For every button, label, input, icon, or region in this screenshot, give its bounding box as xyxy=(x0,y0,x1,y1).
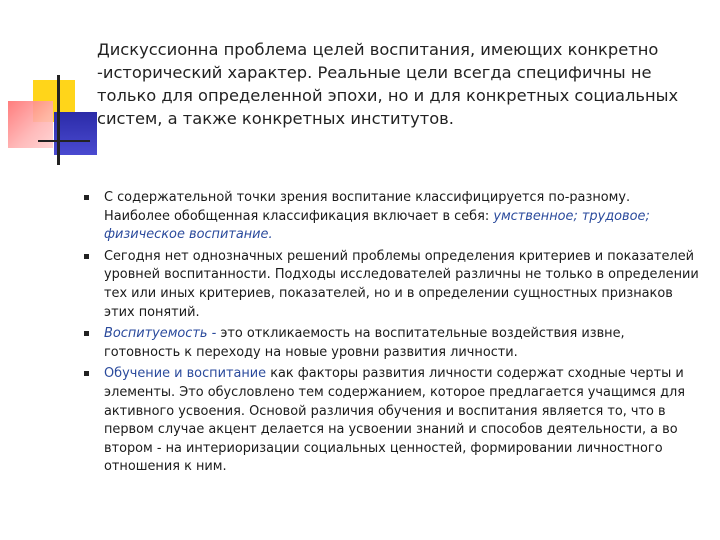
bullet-text: как факторы развития личности содержат сходные черты и элементы. Это обусловлено тем содержанием, которое предлагается учащимся для активного усвоения. Основой различия обучения и воспитания является то, что в первом случае акцент делается на усвоении знаний и способов деятельности, а во втором - на интериоризации социальных ценностей, формировании личностного отношения к ним. xyxy=(104,366,686,475)
bullet-item xyxy=(84,365,699,477)
decor-horizontal-line xyxy=(38,140,90,142)
bullet-square-icon xyxy=(84,195,89,200)
bullet-item xyxy=(84,325,699,362)
bullet-text: это откликаемость на воспитательные воздействия извне, готовность к переходу на новые уровни развития личности. xyxy=(104,326,625,360)
bullet-square-icon xyxy=(84,254,89,259)
decor-vertical-line xyxy=(57,75,60,165)
decor-blue-square xyxy=(54,112,97,155)
bullet-item xyxy=(84,189,699,245)
bullet-text: Сегодня нет однозначных решений проблемы определения критериев и показателей уровней воспитанности. Подходы исследователей различны не только в определении тех или иных критериев, показателей, но и в определении сущностных признаков этих понятий. xyxy=(104,248,699,320)
bullet-square-icon xyxy=(84,371,89,376)
bullet-text: С содержательной точки зрения воспитание классифицируется по-разному. Наиболее обобщенная классификация включает в себя: xyxy=(104,190,631,224)
bullet-emphasis: Воспитуемость - xyxy=(104,326,221,342)
bullet-emphasis: умственное; трудовое; физическое воспитание. xyxy=(104,208,650,243)
bullet-square-icon xyxy=(84,331,89,336)
bullet-item xyxy=(84,248,699,322)
bullet-highlight: Обучение и воспитание xyxy=(104,366,267,382)
bullet-list xyxy=(84,189,699,480)
slide-title: Дискуссионна проблема целей воспитания, имеющих конкретно -исторический характер. Реальные цели всегда специфичны не только для определенной эпохи, но и для конкретных социальных систем, а также конкретных институтов. xyxy=(97,40,679,128)
